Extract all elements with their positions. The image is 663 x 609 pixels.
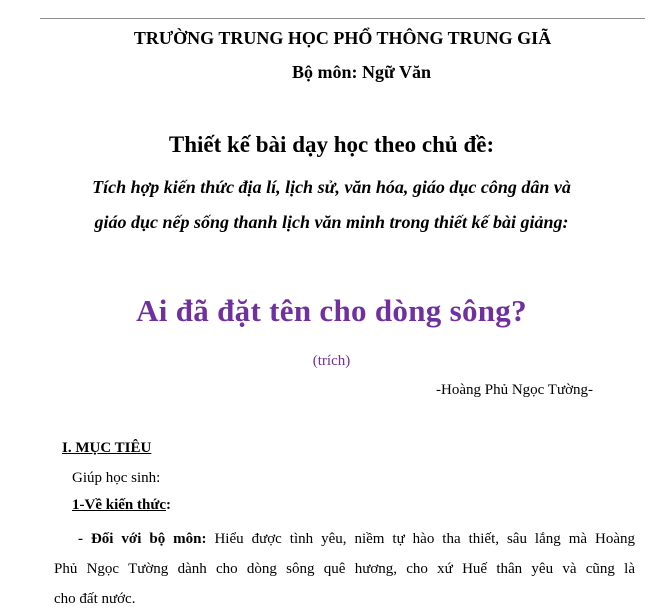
excerpt-note: (trích) xyxy=(312,353,351,369)
theme-line-2: giáo dục nếp sống thanh lịch văn minh trong thiết kế bài giảng: xyxy=(94,212,569,232)
paragraph-line-3: cho đất nước. xyxy=(54,591,136,607)
top-rule xyxy=(40,18,645,19)
school-name: TRƯỜNG TRUNG HỌC PHỔ THÔNG TRUNG GIÃ xyxy=(133,28,552,48)
paragraph-line-2: Phủ Ngọc Tường dành cho dòng sông quê hương, cho xứ Huế thân yêu và cũng là xyxy=(54,561,635,577)
knowledge-subheading-colon: : xyxy=(166,497,171,513)
intro-text: Giúp học sinh: xyxy=(72,470,161,486)
author-name: -Hoàng Phủ Ngọc Tường- xyxy=(436,382,594,398)
knowledge-subheading xyxy=(72,497,171,514)
theme-line-1: Tích hợp kiến thức địa lí, lịch sử, văn hóa, giáo dục công dân và xyxy=(92,177,571,197)
paragraph-line-1-text: Hiểu được tình yêu, niềm tự hào tha thiết, sâu lắng mà Hoàng xyxy=(214,531,635,547)
subject-label: Bộ môn: Ngữ Văn xyxy=(292,62,431,82)
design-title: Thiết kế bài dạy học theo chủ đề: xyxy=(168,132,495,157)
subject-label-bold: - Đối với bộ môn: xyxy=(78,531,207,547)
paragraph-line-1 xyxy=(78,530,635,548)
lesson-title: Ai đã đặt tên cho dòng sông? xyxy=(136,293,527,328)
section-heading-objectives: I. MỤC TIÊU xyxy=(62,440,152,456)
knowledge-subheading-label: 1-Về kiến thức xyxy=(72,497,166,513)
